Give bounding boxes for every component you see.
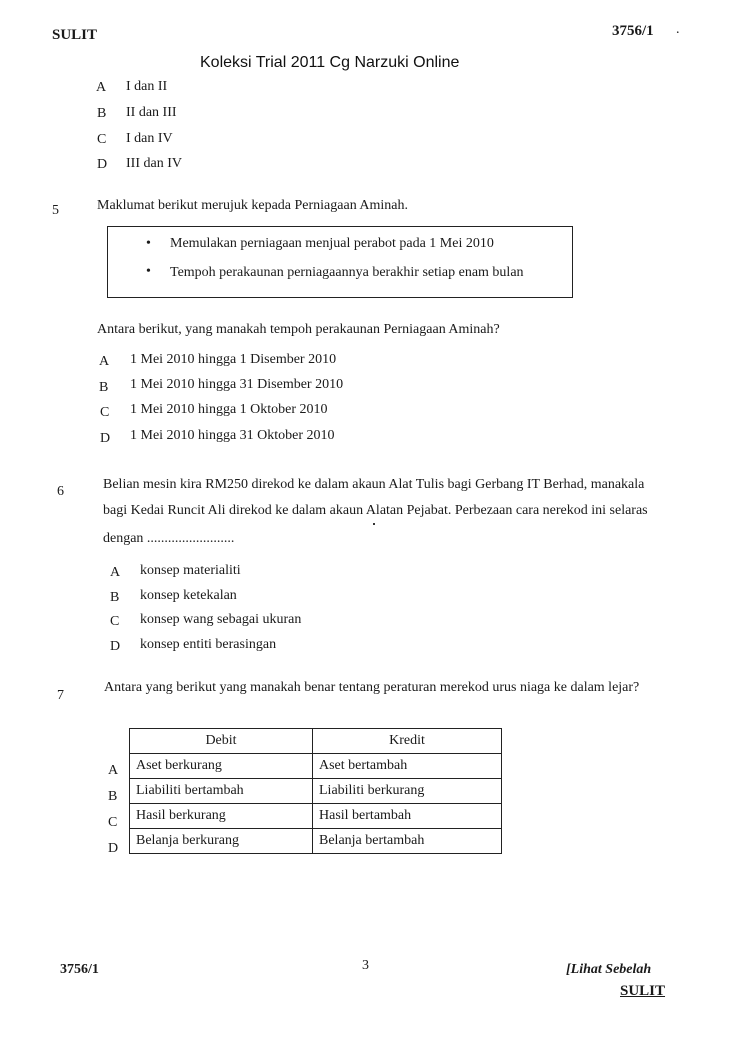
footer-classification: SULIT [620,983,666,999]
header-mark: . [676,22,680,37]
q7-row-letter-a: A [108,763,119,778]
footer-turn-over: [Lihat Sebelah [566,962,652,977]
q4-option-c-letter: C [97,132,107,147]
q5-text: Maklumat berikut merujuk kepada Perniagaan Aminah. [97,198,409,213]
q5-question: Antara berikut, yang manakah tempoh perakaunan Perniagaan Aminah? [97,322,500,337]
q6-option-c-text: konsep wang sebagai ukuran [140,612,302,627]
q7-text: Antara yang berikut yang manakah benar tentang peraturan merekod urus niaga ke dalam lejar? [104,680,640,695]
table-row [130,779,502,804]
q5-box-item-1: Memulakan perniagaan menjual perabot pada 1 Mei 2010 [170,236,494,251]
q5-option-d-text: 1 Mei 2010 hingga 31 Oktober 2010 [130,428,335,443]
table-row [130,804,502,829]
q6-line-3: dengan ......................... [103,531,235,546]
q7-number: 7 [57,688,64,703]
q6-option-a-text: konsep materialiti [140,563,241,578]
table-cell-debit: Hasil berkurang [130,804,313,829]
table-row [130,829,502,854]
q7-row-letter-b: B [108,789,118,804]
table-row [130,754,502,779]
q5-info-box [107,226,573,298]
q6-option-b-letter: B [110,590,120,605]
footer-page-number: 3 [362,958,369,973]
q5-option-b-letter: B [99,380,109,395]
q4-option-b-letter: B [97,106,107,121]
table-cell-debit: Belanja berkurang [130,829,313,854]
q7-row-letter-d: D [108,841,119,856]
q5-option-c-text: 1 Mei 2010 hingga 1 Oktober 2010 [130,402,328,417]
q5-box-item-2: Tempoh perakaunan perniagaannya berakhir setiap enam bulan [170,265,524,280]
q6-option-b-text: konsep ketekalan [140,588,237,603]
q4-option-a-letter: A [96,80,107,95]
q5-number: 5 [52,203,59,218]
q4-option-d-text: III dan IV [126,156,182,171]
header-classification: SULIT [52,27,98,43]
table-header-debit: Debit [130,729,313,754]
footer-paper-code: 3756/1 [60,962,99,977]
table-cell-kredit: Hasil bertambah [313,804,502,829]
q5-option-c-letter: C [100,405,110,420]
q5-option-a-letter: A [99,354,110,369]
table-cell-kredit: Aset bertambah [313,754,502,779]
bullet-icon: • [146,264,151,279]
q6-line-2: bagi Kedai Runcit Ali direkod ke dalam akaun Alatan Pejabat. Perbezaan cara nerekod ini selaras [103,503,648,518]
table-header-kredit: Kredit [313,729,502,754]
q6-option-c-letter: C [110,614,120,629]
bullet-icon: • [146,236,151,251]
table-cell-debit: Liabiliti bertambah [130,779,313,804]
table-cell-kredit: Liabiliti berkurang [313,779,502,804]
q6-option-d-letter: D [110,639,121,654]
q6-option-a-letter: A [110,565,121,580]
watermark-text: Koleksi Trial 2011 Cg Narzuki Online [200,54,460,71]
q4-option-c-text: I dan IV [126,131,173,146]
header-paper-code: 3756/1 [612,23,654,39]
q6-line-1: Belian mesin kira RM250 direkod ke dalam akaun Alat Tulis bagi Gerbang IT Berhad, manakala [103,477,645,492]
q5-option-a-text: 1 Mei 2010 hingga 1 Disember 2010 [130,352,337,367]
table-cell-kredit: Belanja bertambah [313,829,502,854]
q5-option-b-text: 1 Mei 2010 hingga 31 Disember 2010 [130,377,344,392]
q4-option-d-letter: D [97,157,108,172]
q4-option-b-text: II dan III [126,105,177,120]
q7-answer-table [129,728,502,854]
q4-option-a-text: I dan II [126,79,168,94]
q6-number: 6 [57,484,64,499]
table-header-row [130,729,502,754]
stray-mark [373,523,375,525]
table-cell-debit: Aset berkurang [130,754,313,779]
q7-row-letter-c: C [108,815,118,830]
q5-option-d-letter: D [100,431,111,446]
q6-option-d-text: konsep entiti berasingan [140,637,277,652]
